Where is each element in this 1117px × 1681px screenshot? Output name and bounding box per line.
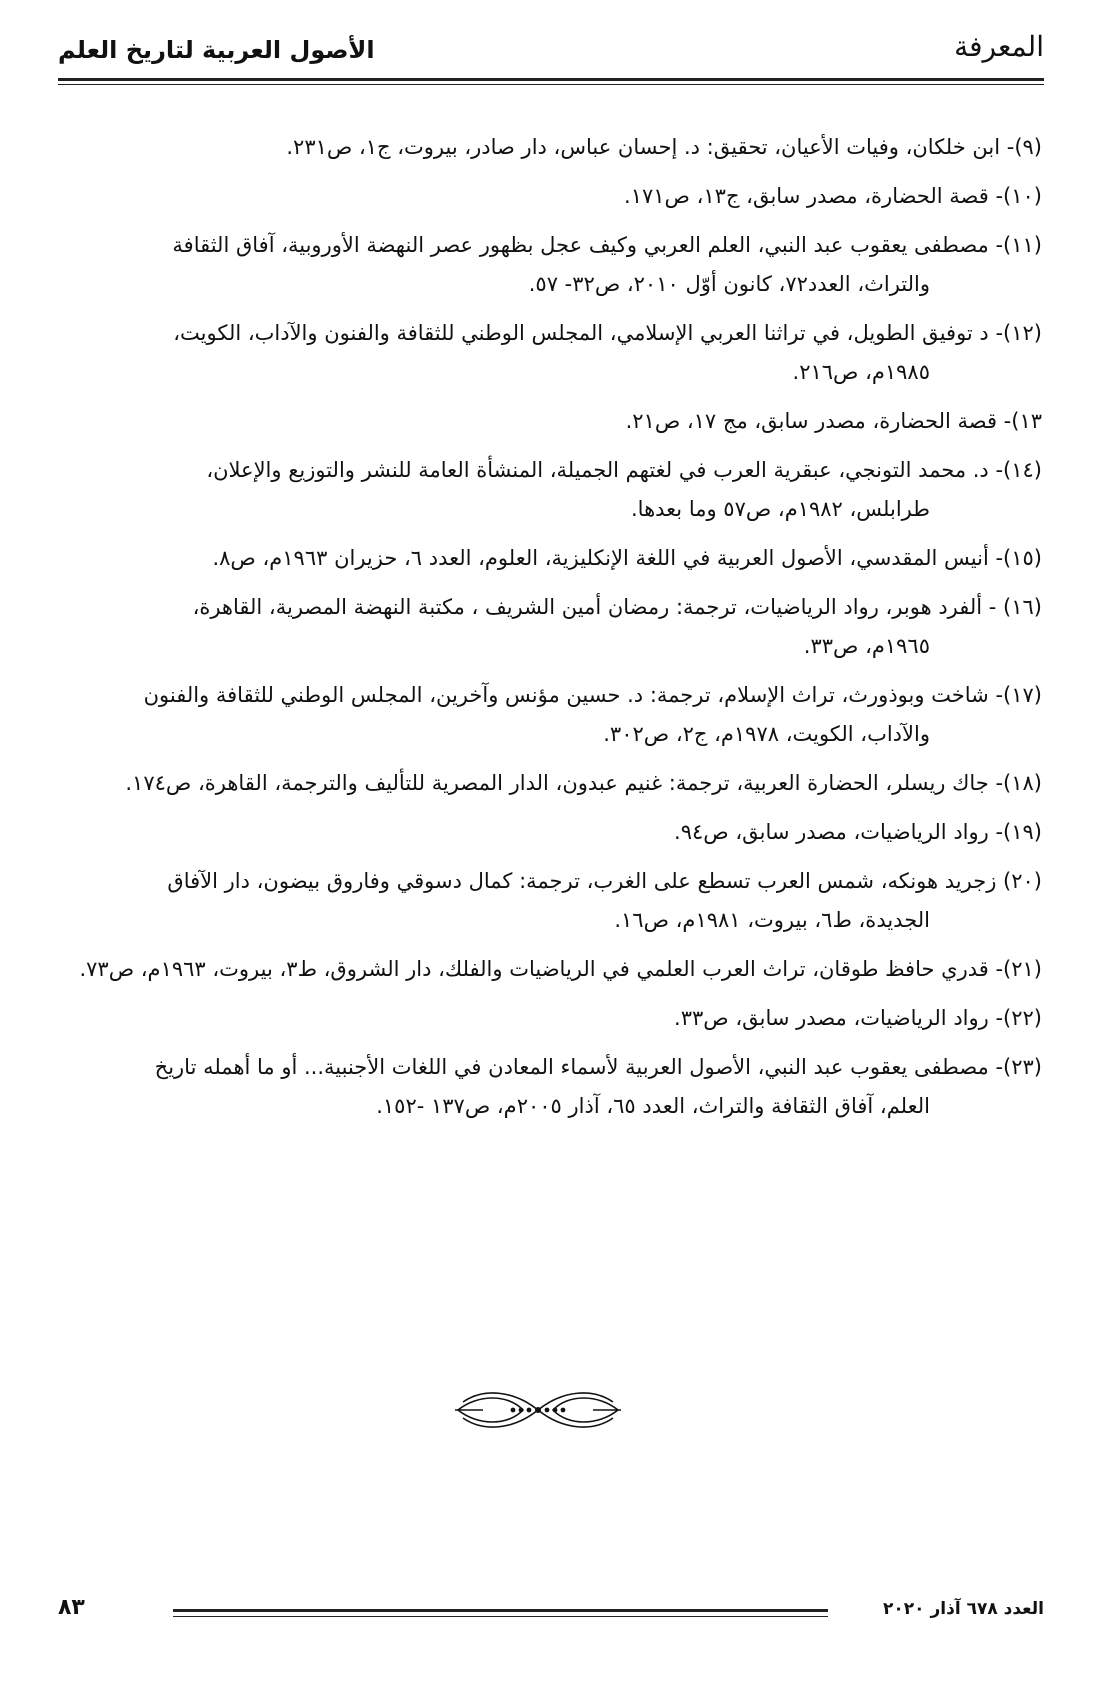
footnote-line: (٩)- ابن خلكان، وفيات الأعيان، تحقيق: د. إحسان عباس، دار صادر، بيروت، ج١، ص٢٣١. [286,135,1042,159]
magazine-logo: المعرفة [954,30,1044,63]
footnote-line-continued: ١٩٨٥م، ص٢١٦. [792,360,930,384]
footnote-item [58,999,1042,1038]
footnote-item [58,451,1042,529]
header-rule-thin [58,84,1044,85]
footnote-item [58,588,1042,666]
footnote-line-continued: والتراث، العدد٧٢، كانون أوّل ٢٠١٠، ص٣٢- ٥٧. [528,272,930,296]
footnote-line: ١٣)- قصة الحضارة، مصدر سابق، مج ١٧، ص٢١. [625,409,1042,433]
footnote-item [58,813,1042,852]
footnote-line: (١٢)- د توفيق الطويل، في تراثنا العربي الإسلامي، المجلس الوطني للثقافة والفنون والآداب، الكويت، [173,321,1042,345]
footnote-item [58,177,1042,216]
footnote-line: (٢٠) زجريد هونكه، شمس العرب تسطع على الغرب، ترجمة: كمال دسوقي وفاروق بيضون، دار الآفاق [167,869,1042,893]
footnote-item [58,676,1042,754]
footnote-line: (٢١)- قدري حافظ طوقان، تراث العرب العلمي في الرياضيات والفلك، دار الشروق، ط٣، بيروت، ١٩٦٣م، ص٧٣. [79,957,1042,981]
footnote-item [58,539,1042,578]
footnote-item [58,1048,1042,1126]
footnote-line: (١٩)- رواد الرياضيات، مصدر سابق، ص٩٤. [674,820,1042,844]
footnote-line: (١٦) - ألفرد هوبر، رواد الرياضيات، ترجمة: رمضان أمين الشريف ، مكتبة النهضة المصرية، القاهرة، [192,595,1042,619]
issue-info: العدد ٦٧٨ آذار ٢٠٢٠ [883,1599,1044,1619]
footer-rule-thin [173,1616,828,1617]
footnote-item [58,226,1042,304]
page-header [58,30,1044,78]
ornament-divider [453,1380,623,1440]
footnote-item [58,950,1042,989]
running-title: الأصول العربية لتاريخ العلم [58,36,375,64]
footnote-line: (٢٣)- مصطفى يعقوب عبد النبي، الأصول العربية لأسماء المعادن في اللغات الأجنبية... أو ما أهمله تاريخ [154,1055,1042,1079]
footer-rule-thick [173,1609,828,1612]
footnote-line: (١٤)- د. محمد التونجي، عبقرية العرب في لغتهم الجميلة، المنشأة العامة للنشر والتوزيع والإعلان، [206,458,1042,482]
footnote-line: (١٠)- قصة الحضارة، مصدر سابق، ج١٣، ص١٧١. [624,184,1042,208]
page-footer [58,1595,1044,1635]
footnote-line-continued: ١٩٦٥م، ص٣٣. [803,634,930,658]
footnote-line: (١٨)- جاك ريسلر، الحضارة العربية، ترجمة: غنيم عبدون، الدار المصرية للتأليف والترجمة، القاهرة، ص١٧٤. [125,771,1042,795]
header-rule-thick [58,78,1044,81]
footnote-item [58,862,1042,940]
footnote-item [58,128,1042,167]
page-number: ٨٣ [58,1595,85,1620]
footnote-line: (٢٢)- رواد الرياضيات، مصدر سابق، ص٣٣. [674,1006,1042,1030]
footnote-item [58,314,1042,392]
footnote-line: (١٥)- أنيس المقدسي، الأصول العربية في اللغة الإنكليزية، العلوم، العدد ٦، حزيران ١٩٦٣م، ص٨. [212,546,1042,570]
footnotes-list [58,128,1042,1136]
footnote-line-continued: والآداب، الكويت، ١٩٧٨م، ج٢، ص٣٠٢. [603,722,930,746]
footnote-line: (١٧)- شاخت وبوذورث، تراث الإسلام، ترجمة: د. حسين مؤنس وآخرين، المجلس الوطني للثقافة والفنون [143,683,1042,707]
footnote-item [58,402,1042,441]
footnote-line-continued: طرابلس، ١٩٨٢م، ص٥٧ وما بعدها. [631,497,930,521]
footnote-line-continued: العلم، آفاق الثقافة والتراث، العدد ٦٥، آذار ٢٠٠٥م، ص١٣٧ -١٥٢. [376,1094,930,1118]
footnote-line: (١١)- مصطفى يعقوب عبد النبي، العلم العربي وكيف عجل بظهور عصر النهضة الأوروبية، آفاق الثقافة [172,233,1042,257]
footnote-item [58,764,1042,803]
footnote-line-continued: الجديدة، ط٦، بيروت، ١٩٨١م، ص١٦. [614,908,930,932]
